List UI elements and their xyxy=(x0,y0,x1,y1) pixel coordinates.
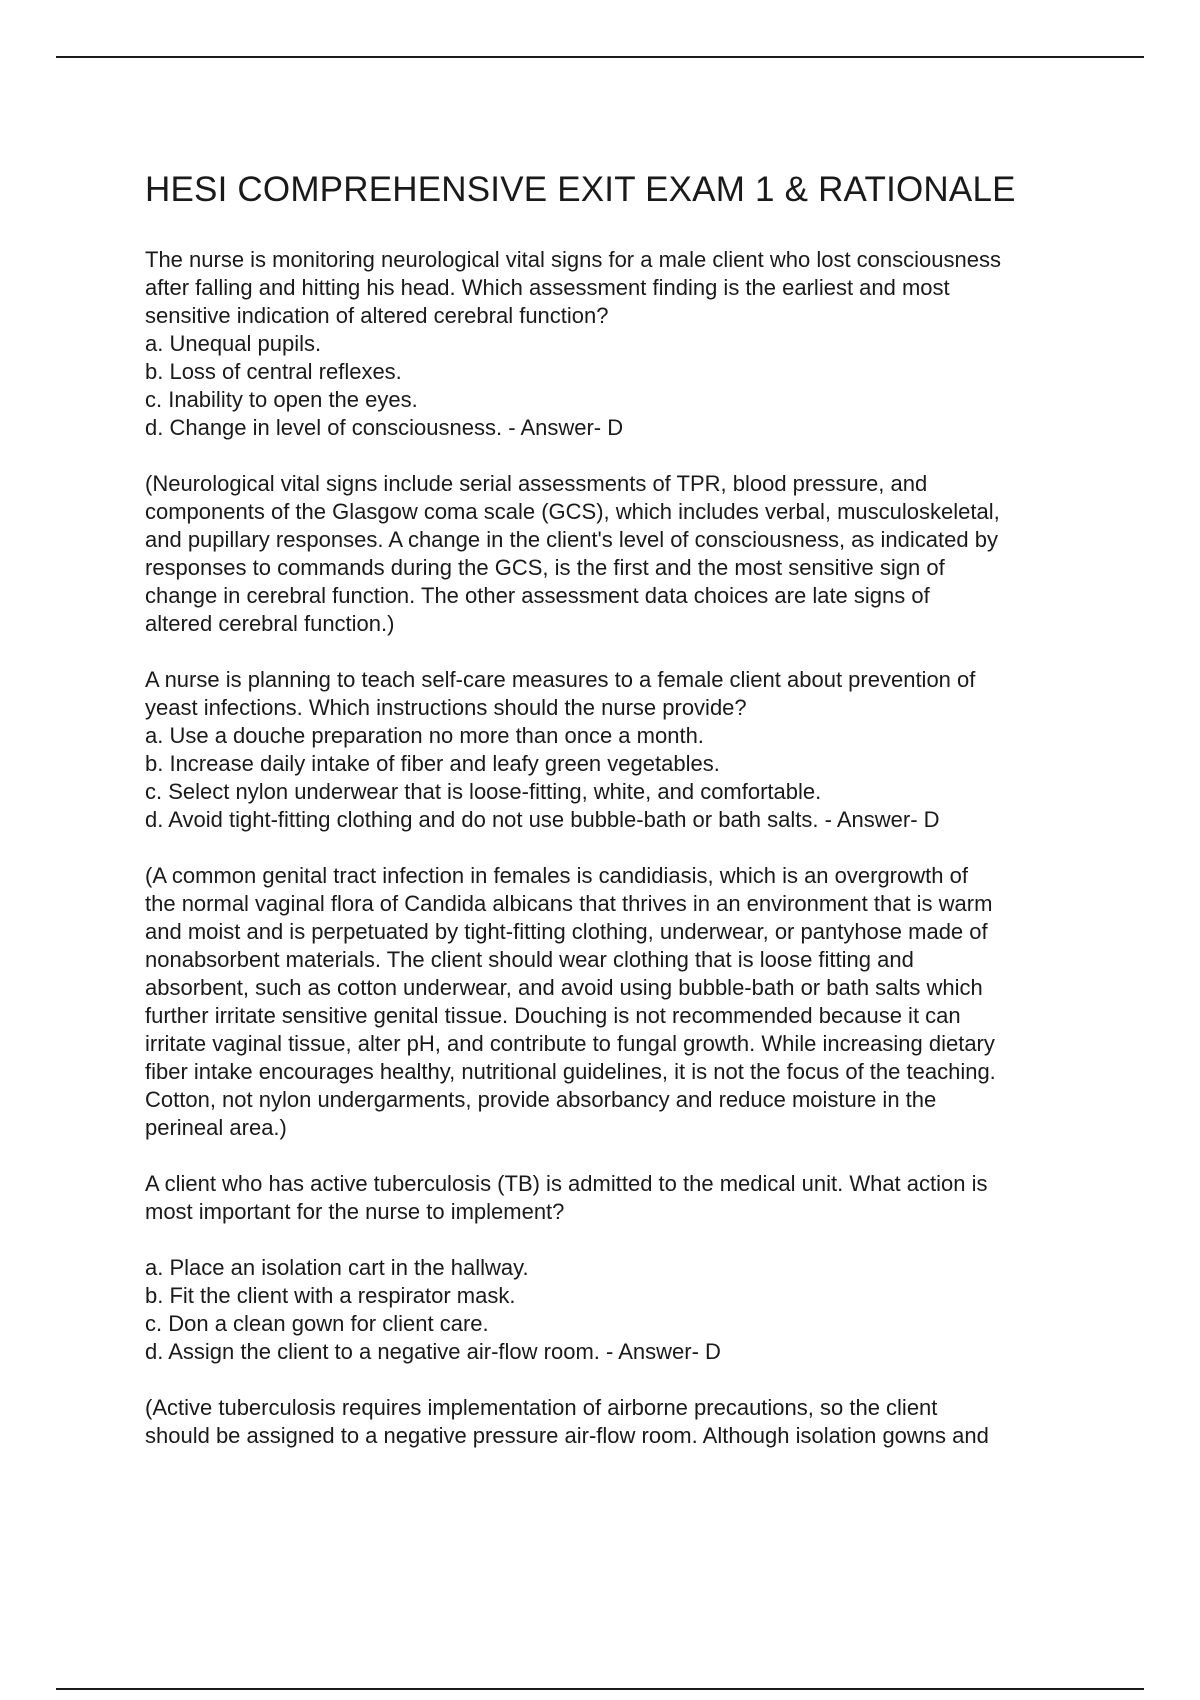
blank-line xyxy=(145,1226,1105,1254)
answer-option: b. Fit the client with a respirator mask. xyxy=(145,1283,516,1308)
answer-option: c. Select nylon underwear that is loose-fitting, white, and comfortable. xyxy=(145,779,822,804)
question-3 xyxy=(145,1170,1105,1366)
rationale-line: further irritate sensitive genital tissue. Douching is not recommended because it can xyxy=(145,1003,961,1028)
rationale-line: nonabsorbent materials. The client should wear clothing that is loose fitting and xyxy=(145,947,914,972)
rationale-3 xyxy=(145,1394,1105,1450)
rationale-line: change in cerebral function. The other assessment data choices are late signs of xyxy=(145,583,930,608)
rationale-line: altered cerebral function.) xyxy=(145,611,395,636)
rationale-2 xyxy=(145,862,1105,1142)
question-stem-line: most important for the nurse to implement? xyxy=(145,1199,565,1224)
answer-option: b. Loss of central reflexes. xyxy=(145,359,402,384)
rationale-line: and pupillary responses. A change in the client's level of consciousness, as indicated by xyxy=(145,527,998,552)
question-stem-line: yeast infections. Which instructions should the nurse provide? xyxy=(145,695,747,720)
answer-option: a. Place an isolation cart in the hallway. xyxy=(145,1255,529,1280)
rationale-line: should be assigned to a negative pressure air-flow room. Although isolation gowns and xyxy=(145,1423,989,1448)
document-title: HESI COMPREHENSIVE EXIT EXAM 1 & RATIONALE xyxy=(145,170,1016,209)
question-stem-line: A nurse is planning to teach self-care measures to a female client about prevention of xyxy=(145,667,976,692)
question-stem-line: after falling and hitting his head. Which assessment finding is the earliest and most xyxy=(145,275,950,300)
rationale-line: Cotton, not nylon undergarments, provide absorbancy and reduce moisture in the xyxy=(145,1087,937,1112)
question-stem-line: A client who has active tuberculosis (TB) is admitted to the medical unit. What action is xyxy=(145,1171,988,1196)
answer-option: c. Inability to open the eyes. xyxy=(145,387,418,412)
rationale-line: (Neurological vital signs include serial assessments of TPR, blood pressure, and xyxy=(145,471,928,496)
document-page xyxy=(145,170,1105,1478)
answer-option: b. Increase daily intake of fiber and leafy green vegetables. xyxy=(145,751,720,776)
answer-option: d. Assign the client to a negative air-flow room. - Answer- D xyxy=(145,1339,721,1364)
answer-option: d. Avoid tight-fitting clothing and do not use bubble-bath or bath salts. - Answer- D xyxy=(145,807,940,832)
rationale-line: perineal area.) xyxy=(145,1115,287,1140)
answer-option: d. Change in level of consciousness. - Answer- D xyxy=(145,415,624,440)
question-stem-line: sensitive indication of altered cerebral function? xyxy=(145,303,609,328)
rationale-line: irritate vaginal tissue, alter pH, and contribute to fungal growth. While increasing dietary xyxy=(145,1031,995,1056)
top-rule xyxy=(56,56,1144,58)
rationale-line: responses to commands during the GCS, is the first and the most sensitive sign of xyxy=(145,555,945,580)
answer-option: a. Unequal pupils. xyxy=(145,331,322,356)
question-2 xyxy=(145,666,1105,834)
bottom-rule xyxy=(56,1688,1144,1690)
rationale-line: (Active tuberculosis requires implementation of airborne precautions, so the client xyxy=(145,1395,938,1420)
answer-option: a. Use a douche preparation no more than once a month. xyxy=(145,723,704,748)
rationale-line: fiber intake encourages healthy, nutritional guidelines, it is not the focus of the teaching. xyxy=(145,1059,996,1084)
question-stem-line: The nurse is monitoring neurological vital signs for a male client who lost consciousness xyxy=(145,247,1001,272)
answer-option: c. Don a clean gown for client care. xyxy=(145,1311,489,1336)
rationale-line: components of the Glasgow coma scale (GCS), which includes verbal, musculoskeletal, xyxy=(145,499,1000,524)
rationale-line: (A common genital tract infection in females is candidiasis, which is an overgrowth of xyxy=(145,863,968,888)
rationale-1 xyxy=(145,470,1105,638)
question-1 xyxy=(145,246,1105,442)
rationale-line: absorbent, such as cotton underwear, and avoid using bubble-bath or bath salts which xyxy=(145,975,983,1000)
rationale-line: the normal vaginal flora of Candida albicans that thrives in an environment that is warm xyxy=(145,891,993,916)
rationale-line: and moist and is perpetuated by tight-fitting clothing, underwear, or pantyhose made of xyxy=(145,919,988,944)
